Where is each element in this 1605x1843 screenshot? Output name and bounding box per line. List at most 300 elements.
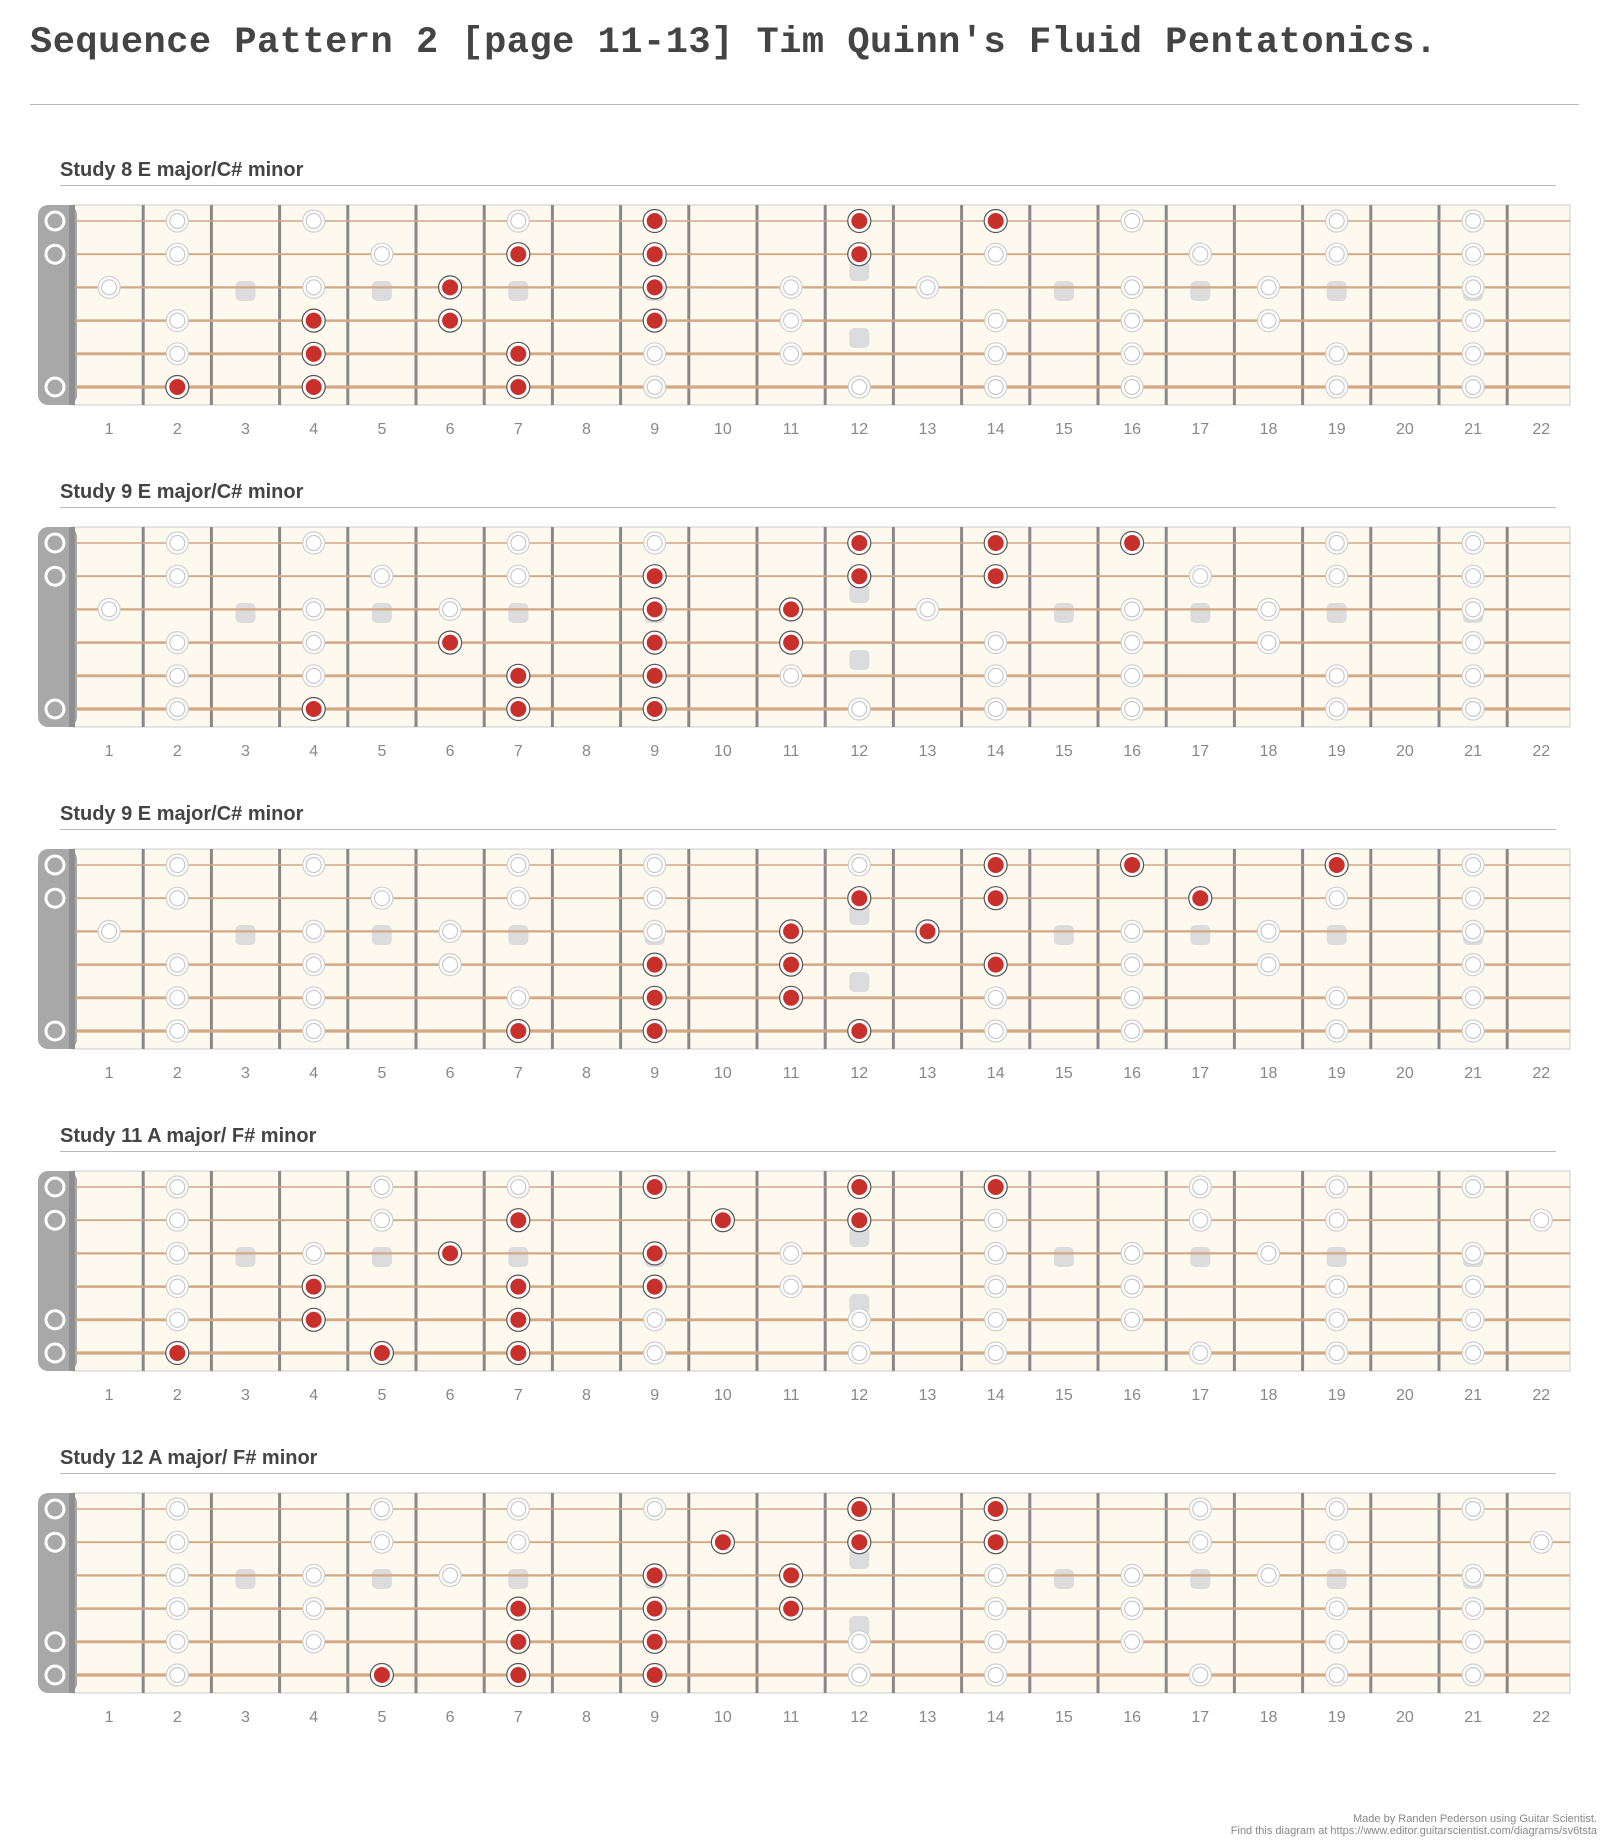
highlighted-note [780, 631, 803, 654]
highlighted-note [848, 1209, 871, 1232]
highlighted-note [643, 565, 666, 588]
scale-note-ghost [644, 532, 666, 554]
fret-number: 11 [782, 421, 800, 438]
highlighted-note [984, 532, 1007, 555]
scale-note-ghost [166, 1020, 188, 1042]
scale-note-ghost [371, 1498, 393, 1520]
fret-number: 17 [1191, 1709, 1210, 1726]
highlighted-note [848, 1498, 871, 1521]
scale-note-ghost [98, 920, 120, 942]
scale-note-ghost [1462, 1598, 1484, 1620]
highlighted-note [302, 698, 325, 721]
scale-note-ghost [1462, 310, 1484, 332]
scale-note-ghost [507, 1498, 529, 1520]
scale-note-ghost [985, 1242, 1007, 1264]
highlighted-note [507, 1630, 530, 1653]
inlay-marker [236, 281, 256, 301]
fret-number: 17 [1191, 1065, 1210, 1082]
scale-note-ghost [985, 1664, 1007, 1686]
fret-number: 12 [850, 421, 869, 438]
highlighted-note [643, 664, 666, 687]
inlay-marker [1190, 1569, 1210, 1589]
fret-number: 17 [1191, 743, 1210, 760]
highlighted-note [643, 1275, 666, 1298]
scale-note-ghost [166, 565, 188, 587]
scale-note-ghost [166, 1242, 188, 1264]
inlay-marker [236, 1569, 256, 1589]
scale-note-ghost [848, 698, 870, 720]
scale-note-ghost [1326, 887, 1348, 909]
highlighted-note [643, 1664, 666, 1687]
fret-number: 12 [850, 1387, 869, 1404]
scale-note-ghost [1462, 987, 1484, 1009]
highlighted-note [439, 1242, 462, 1265]
highlighted-note [848, 1531, 871, 1554]
highlighted-note [507, 376, 530, 399]
highlighted-note [643, 309, 666, 332]
highlighted-note [780, 953, 803, 976]
inlay-marker [508, 925, 528, 945]
fret-number: 9 [650, 1065, 660, 1082]
highlighted-note [643, 698, 666, 721]
fret-number: 8 [582, 743, 591, 760]
inlay-marker [508, 1247, 528, 1267]
inlay-marker [1327, 603, 1347, 623]
fret-number: 13 [918, 1387, 937, 1404]
highlighted-note [984, 854, 1007, 877]
scale-note-ghost [166, 1309, 188, 1331]
fret-number: 1 [104, 743, 114, 760]
fret-number: 20 [1396, 1065, 1414, 1082]
fretboard-diagram [0, 1139, 1605, 1404]
fret-number: 21 [1464, 1387, 1482, 1404]
scale-note-ghost [1462, 920, 1484, 942]
scale-note-ghost [1258, 310, 1280, 332]
fret-number: 14 [986, 1387, 1005, 1404]
scale-note-ghost [644, 376, 666, 398]
fret-number: 6 [445, 743, 455, 760]
fret-number: 3 [241, 743, 250, 760]
inlay-marker [1327, 925, 1347, 945]
scale-note-ghost [166, 665, 188, 687]
highlighted-note [1189, 887, 1212, 910]
scale-note-ghost [985, 243, 1007, 265]
fret-number: 2 [172, 1709, 182, 1726]
fret-number: 1 [104, 421, 114, 438]
scale-note-ghost [1530, 1209, 1552, 1231]
scale-note-ghost [1326, 1276, 1348, 1298]
scale-note-ghost [1326, 1309, 1348, 1331]
fret-number: 8 [582, 1387, 591, 1404]
fret-number: 8 [582, 1065, 591, 1082]
fret-number: 19 [1327, 1387, 1346, 1404]
fretboard [73, 205, 1570, 405]
fret-number: 4 [309, 1709, 319, 1726]
scale-note-ghost [985, 698, 1007, 720]
highlighted-note [848, 243, 871, 266]
scale-note-ghost [371, 1209, 393, 1231]
scale-note-ghost [507, 1531, 529, 1553]
scale-note-ghost [166, 987, 188, 1009]
highlighted-note [984, 1176, 1007, 1199]
scale-note-ghost [644, 887, 666, 909]
scale-note-ghost [1121, 665, 1143, 687]
scale-note-ghost [166, 343, 188, 365]
scale-note-ghost [439, 954, 461, 976]
scale-note-ghost [507, 987, 529, 1009]
scale-note-ghost [644, 854, 666, 876]
highlighted-note [507, 1209, 530, 1232]
highlighted-note [439, 309, 462, 332]
scale-note-ghost [985, 1209, 1007, 1231]
highlighted-note [1325, 854, 1348, 877]
highlighted-note [507, 664, 530, 687]
scale-note-ghost [1462, 954, 1484, 976]
fret-number: 12 [850, 1709, 869, 1726]
scale-note-ghost [1462, 632, 1484, 654]
scale-note-ghost [1462, 1276, 1484, 1298]
scale-note-ghost [1326, 1176, 1348, 1198]
inlay-marker [372, 1569, 392, 1589]
scale-note-ghost [303, 1564, 325, 1586]
highlighted-note [507, 1342, 530, 1365]
fret-number: 15 [1055, 1065, 1073, 1082]
inlay-marker [1190, 603, 1210, 623]
highlighted-note [780, 1597, 803, 1620]
fretboard-diagram [0, 817, 1605, 1082]
scale-note-ghost [644, 920, 666, 942]
scale-note-ghost [644, 1498, 666, 1520]
highlighted-note [984, 210, 1007, 233]
scale-note-ghost [917, 598, 939, 620]
fret-number: 5 [377, 1387, 387, 1404]
scale-note-ghost [1530, 1531, 1552, 1553]
fret-number: 18 [1259, 421, 1278, 438]
scale-note-ghost [303, 532, 325, 554]
fret-number: 19 [1327, 743, 1346, 760]
scale-note-ghost [1121, 310, 1143, 332]
scale-note-ghost [1258, 1564, 1280, 1586]
study-title: Study 11 A major/ F# minor [60, 1125, 317, 1147]
inlay-marker [1190, 925, 1210, 945]
fret-number: 11 [782, 1709, 800, 1726]
scale-note-ghost [1121, 1309, 1143, 1331]
scale-note-ghost [1326, 565, 1348, 587]
scale-note-ghost [848, 1631, 870, 1653]
fret-number: 1 [104, 1065, 114, 1082]
fret-number: 5 [377, 1709, 387, 1726]
scale-note-ghost [166, 1209, 188, 1231]
scale-note-ghost [371, 565, 393, 587]
scale-note-ghost [166, 1664, 188, 1686]
scale-note-ghost [1326, 1631, 1348, 1653]
scale-note-ghost [1121, 1598, 1143, 1620]
scale-note-ghost [507, 887, 529, 909]
scale-note-ghost [1121, 276, 1143, 298]
highlighted-note [643, 243, 666, 266]
inlay-marker [236, 603, 256, 623]
inlay-marker [372, 925, 392, 945]
scale-note-ghost [303, 276, 325, 298]
scale-note-ghost [439, 598, 461, 620]
fret-number: 1 [104, 1709, 114, 1726]
fret-number: 11 [782, 1387, 800, 1404]
highlighted-note [1121, 532, 1144, 555]
highlighted-note [984, 953, 1007, 976]
fret-number: 5 [377, 743, 387, 760]
fret-number: 3 [241, 1065, 250, 1082]
scale-note-ghost [303, 665, 325, 687]
scale-note-ghost [1462, 1498, 1484, 1520]
inlay-marker [849, 650, 869, 670]
scale-note-ghost [1189, 243, 1211, 265]
inlay-marker [1190, 281, 1210, 301]
scale-note-ghost [1258, 276, 1280, 298]
scale-note-ghost [1326, 1531, 1348, 1553]
inlay-marker [508, 603, 528, 623]
fret-number: 15 [1055, 743, 1073, 760]
scale-note-ghost [166, 1498, 188, 1520]
highlighted-note [643, 1564, 666, 1587]
highlighted-note [848, 532, 871, 555]
fret-number: 3 [241, 1709, 250, 1726]
fret-number: 2 [172, 743, 182, 760]
fret-number: 7 [513, 743, 523, 760]
scale-note-ghost [166, 954, 188, 976]
fretboard [73, 527, 1570, 727]
scale-note-ghost [780, 310, 802, 332]
highlighted-note [848, 565, 871, 588]
scale-note-ghost [98, 276, 120, 298]
inlay-marker [1327, 1569, 1347, 1589]
scale-note-ghost [848, 376, 870, 398]
fretboard [73, 849, 1570, 1049]
fret-number: 2 [172, 1387, 182, 1404]
scale-note-ghost [1189, 1664, 1211, 1686]
inlay-marker [236, 1247, 256, 1267]
fret-number: 22 [1532, 1387, 1551, 1404]
scale-note-ghost [1462, 698, 1484, 720]
scale-note-ghost [1462, 1309, 1484, 1331]
fret-number: 19 [1327, 1065, 1346, 1082]
scale-note-ghost [303, 598, 325, 620]
footer-link[interactable]: Find this diagram at https://www.editor.guitarscientist.com/diagrams/sv6tsta [1230, 1825, 1597, 1837]
highlighted-note [507, 243, 530, 266]
scale-note-ghost [507, 854, 529, 876]
scale-note-ghost [1326, 698, 1348, 720]
scale-note-ghost [1326, 1598, 1348, 1620]
scale-note-ghost [303, 854, 325, 876]
fret-number: 12 [850, 743, 869, 760]
scale-note-ghost [166, 1598, 188, 1620]
fret-number: 13 [918, 743, 937, 760]
fret-number: 6 [445, 1387, 455, 1404]
fret-number: 9 [650, 421, 660, 438]
fret-number: 7 [513, 1709, 523, 1726]
fret-number: 21 [1464, 743, 1482, 760]
highlighted-note [780, 598, 803, 621]
fret-number: 21 [1464, 1709, 1482, 1726]
scale-note-ghost [1258, 632, 1280, 654]
inlay-marker [372, 603, 392, 623]
fret-number: 15 [1055, 1709, 1073, 1726]
scale-note-ghost [1121, 632, 1143, 654]
scale-note-ghost [1258, 1242, 1280, 1264]
fret-number: 18 [1259, 1065, 1278, 1082]
fret-number: 18 [1259, 743, 1278, 760]
highlighted-note [643, 986, 666, 1009]
highlighted-note [166, 1342, 189, 1365]
fret-number: 14 [986, 1065, 1005, 1082]
scale-note-ghost [303, 1020, 325, 1042]
highlighted-note [643, 631, 666, 654]
fret-number: 22 [1532, 743, 1551, 760]
scale-note-ghost [1462, 1664, 1484, 1686]
scale-note-ghost [848, 1309, 870, 1331]
highlighted-note [643, 1597, 666, 1620]
scale-note-ghost [303, 920, 325, 942]
fret-number: 9 [650, 743, 660, 760]
inlay-marker [1327, 1247, 1347, 1267]
highlighted-note [507, 1020, 530, 1043]
study-title: Study 12 A major/ F# minor [60, 1447, 318, 1469]
highlighted-note [916, 920, 939, 943]
fret-number: 5 [377, 1065, 387, 1082]
inlay-marker [508, 281, 528, 301]
scale-note-ghost [1121, 954, 1143, 976]
scale-note-ghost [1462, 1564, 1484, 1586]
fret-number: 20 [1396, 743, 1414, 760]
scale-note-ghost [1189, 1498, 1211, 1520]
inlay-marker [372, 1247, 392, 1267]
scale-note-ghost [1121, 1020, 1143, 1042]
scale-note-ghost [166, 887, 188, 909]
scale-note-ghost [985, 1276, 1007, 1298]
scale-note-ghost [1121, 1631, 1143, 1653]
fret-number: 1 [104, 1387, 114, 1404]
scale-note-ghost [1326, 1498, 1348, 1520]
scale-note-ghost [1462, 854, 1484, 876]
scale-note-ghost [1121, 376, 1143, 398]
scale-note-ghost [1462, 243, 1484, 265]
scale-note-ghost [1121, 210, 1143, 232]
fret-number: 15 [1055, 421, 1073, 438]
scale-note-ghost [848, 1664, 870, 1686]
highlighted-note [370, 1664, 393, 1687]
highlighted-note [711, 1209, 734, 1232]
highlighted-note [848, 1020, 871, 1043]
highlighted-note [302, 1308, 325, 1331]
scale-note-ghost [1189, 1176, 1211, 1198]
fret-number: 21 [1464, 1065, 1482, 1082]
scale-note-ghost [1462, 1631, 1484, 1653]
inlay-marker [1190, 1247, 1210, 1267]
scale-note-ghost [848, 1342, 870, 1364]
scale-note-ghost [780, 1242, 802, 1264]
fret-number: 13 [918, 1709, 937, 1726]
fret-number: 22 [1532, 1709, 1551, 1726]
scale-note-ghost [166, 698, 188, 720]
scale-note-ghost [985, 632, 1007, 654]
fret-number: 10 [714, 1709, 732, 1726]
title-divider [30, 104, 1579, 105]
inlay-marker [849, 972, 869, 992]
fret-number: 3 [241, 421, 250, 438]
fret-number: 4 [309, 1387, 319, 1404]
scale-note-ghost [166, 632, 188, 654]
page-title: Sequence Pattern 2 [page 11-13] Tim Quinn's Fluid Pentatonics. [30, 22, 1438, 64]
scale-note-ghost [1462, 376, 1484, 398]
highlighted-note [848, 210, 871, 233]
fret-number: 10 [714, 743, 732, 760]
highlighted-note [643, 598, 666, 621]
scale-note-ghost [1258, 920, 1280, 942]
fret-number: 7 [513, 1065, 523, 1082]
fret-number: 10 [714, 421, 732, 438]
fret-number: 4 [309, 421, 319, 438]
highlighted-note [711, 1531, 734, 1554]
fretboard-diagram [0, 1461, 1605, 1726]
fret-number: 14 [986, 421, 1005, 438]
scale-note-ghost [780, 276, 802, 298]
scale-note-ghost [1121, 598, 1143, 620]
scale-note-ghost [1462, 665, 1484, 687]
scale-note-ghost [1326, 1020, 1348, 1042]
fret-number: 15 [1055, 1387, 1073, 1404]
highlighted-note [984, 1531, 1007, 1554]
scale-note-ghost [166, 1276, 188, 1298]
study-title: Study 9 E major/C# minor [60, 803, 304, 825]
scale-note-ghost [1462, 887, 1484, 909]
scale-note-ghost [780, 343, 802, 365]
highlighted-note [848, 887, 871, 910]
highlighted-note [643, 1176, 666, 1199]
highlighted-note [780, 986, 803, 1009]
highlighted-note [439, 276, 462, 299]
highlighted-note [984, 565, 1007, 588]
inlay-marker [1327, 281, 1347, 301]
inlay-marker [236, 925, 256, 945]
fret-number: 13 [918, 421, 937, 438]
fret-number: 10 [714, 1387, 732, 1404]
scale-note-ghost [1326, 343, 1348, 365]
scale-note-ghost [166, 310, 188, 332]
scale-note-ghost [985, 1631, 1007, 1653]
footer [1231, 1813, 1597, 1837]
scale-note-ghost [166, 532, 188, 554]
scale-note-ghost [303, 954, 325, 976]
scale-note-ghost [1326, 243, 1348, 265]
scale-note-ghost [1462, 1342, 1484, 1364]
scale-note-ghost [1258, 954, 1280, 976]
fret-number: 9 [650, 1709, 660, 1726]
scale-note-ghost [985, 376, 1007, 398]
scale-note-ghost [303, 632, 325, 654]
highlighted-note [643, 1242, 666, 1265]
scale-note-ghost [303, 1598, 325, 1620]
scale-note-ghost [1121, 343, 1143, 365]
scale-note-ghost [985, 987, 1007, 1009]
fret-number: 6 [445, 421, 455, 438]
highlighted-note [1121, 854, 1144, 877]
scale-note-ghost [1326, 665, 1348, 687]
scale-note-ghost [439, 920, 461, 942]
scale-note-ghost [1462, 1020, 1484, 1042]
highlighted-note [507, 1664, 530, 1687]
scale-note-ghost [1462, 1242, 1484, 1264]
fretboard-diagram [0, 173, 1605, 438]
fret-number: 14 [986, 743, 1005, 760]
